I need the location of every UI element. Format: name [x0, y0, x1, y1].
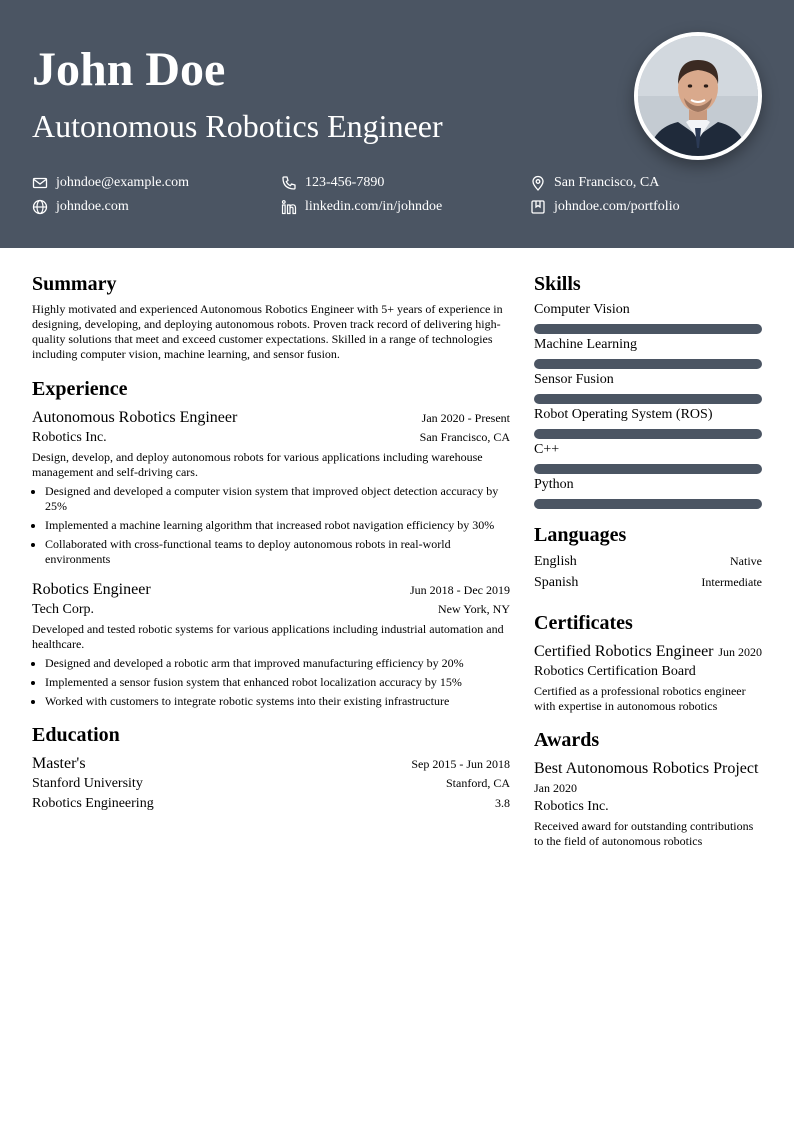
summary-heading: Summary	[32, 273, 117, 295]
contact-text: johndoe.com/portfolio	[554, 199, 680, 214]
skill-item	[534, 441, 762, 474]
languages-heading: Languages	[534, 524, 627, 546]
skill-name: Machine Learning	[534, 337, 638, 352]
job-bullet: • Designed and developed a robotic arm that improved manufacturing efficiency by 20%	[45, 656, 510, 671]
certificate-issuer: Robotics Certification Board	[534, 664, 696, 679]
job-bullet: • Implemented a machine learning algorithm that increased robot navigation efficiency by 30%	[45, 518, 510, 533]
skill-name: Computer Vision	[534, 302, 630, 317]
award-description: Received award for outstanding contributions to the field of autonomous robotics	[534, 819, 754, 848]
contact-portfolio[interactable]	[530, 198, 680, 216]
phone-icon	[281, 175, 297, 191]
skill-level-bar	[534, 394, 762, 404]
certificate-date: Jun 2020	[718, 645, 762, 659]
contact-text: 123-456-7890	[305, 175, 385, 190]
summary-section	[32, 272, 510, 362]
mail-icon	[32, 175, 48, 191]
education-degree: Master's	[32, 755, 86, 772]
resume-header	[0, 0, 794, 248]
side-column	[534, 272, 762, 849]
job-bullet: • Collaborated with cross-functional teams to deploy autonomous robots in real-world environments	[45, 537, 510, 567]
skills-list	[534, 301, 762, 509]
awards-section	[534, 728, 762, 849]
language-name: English	[534, 554, 577, 569]
contact-location	[530, 174, 659, 192]
language-item	[534, 572, 762, 593]
contact-text: San Francisco, CA	[554, 175, 660, 190]
languages-list	[534, 551, 762, 593]
job-entry	[32, 579, 510, 709]
skill-level-bar	[534, 359, 762, 369]
education-gpa: 3.8	[495, 796, 510, 810]
summary-text: Highly motivated and experienced Autonomous Robotics Engineer with 5+ years of experience in designing, developing, and deploying autonomous robots. Proven track record of delivering high-quality solutions that meet and exceed customer expectations. Skilled in a range of technologies including computer vision, machine learning, and sensor fusion.	[32, 302, 503, 361]
job-bullet: • Implemented a sensor fusion system that enhanced robot localization accuracy by 15%	[45, 675, 510, 690]
skill-item	[534, 371, 762, 404]
job-description: Developed and tested robotic systems for various applications including industrial automation and healthcare.	[32, 622, 504, 651]
award-name: Best Autonomous Robotics Project	[534, 760, 759, 777]
language-name: Spanish	[534, 575, 579, 590]
job-bullet: • Worked with customers to integrate robotic systems into their existing infrastructure	[45, 694, 510, 709]
contact-linkedin[interactable]	[281, 198, 442, 216]
skill-name: Sensor Fusion	[534, 372, 614, 387]
skill-name: Python	[534, 477, 574, 492]
languages-section	[534, 523, 762, 593]
skill-level-bar	[534, 464, 762, 474]
skill-item	[534, 301, 762, 334]
job-location: New York, NY	[437, 602, 510, 616]
location-icon	[530, 175, 546, 191]
job-company: Tech Corp.	[32, 602, 95, 617]
job-location: San Francisco, CA	[419, 430, 510, 444]
education-entry	[32, 753, 510, 814]
award-entry	[534, 758, 762, 849]
language-level: Native	[730, 554, 762, 568]
award-issuer: Robotics Inc.	[534, 799, 609, 814]
job-dates: Jun 2018 - Dec 2019	[410, 583, 510, 597]
education-field: Robotics Engineering	[32, 796, 154, 811]
skill-level-bar	[534, 429, 762, 439]
experience-heading: Experience	[32, 378, 128, 400]
contact-text: johndoe@example.com	[56, 175, 190, 190]
job-entry	[32, 407, 510, 567]
education-school: Stanford University	[32, 776, 143, 791]
contact-text: linkedin.com/in/johndoe	[305, 199, 443, 214]
job-dates: Jan 2020 - Present	[421, 411, 510, 425]
job-role: Robotics Engineer	[32, 581, 151, 598]
job-title: Autonomous Robotics Engineer	[32, 108, 443, 144]
education-dates: Sep 2015 - Jun 2018	[411, 757, 510, 771]
skill-level-bar	[534, 324, 762, 334]
language-item	[534, 551, 762, 572]
job-bullet: • Designed and developed a computer vision system that improved object detection accuracy by 25%	[45, 484, 510, 514]
linkedin-icon	[281, 199, 297, 215]
skill-item	[534, 406, 762, 439]
job-bullets	[32, 656, 510, 709]
person-name: John Doe	[32, 43, 226, 96]
job-description: Design, develop, and deploy autonomous robots for various applications including warehouse management and self-driving cars.	[32, 450, 483, 479]
education-location: Stanford, CA	[446, 776, 510, 790]
portfolio-icon	[530, 199, 546, 215]
skill-item	[534, 476, 762, 509]
education-heading: Education	[32, 724, 120, 746]
job-company: Robotics Inc.	[32, 430, 107, 445]
contact-phone[interactable]	[281, 174, 384, 192]
education-section	[32, 723, 510, 814]
certificate-description: Certified as a professional robotics engineer with expertise in autonomous robotics	[534, 684, 746, 713]
job-role: Autonomous Robotics Engineer	[32, 409, 238, 426]
certificate-entry	[534, 641, 762, 714]
certificate-name: Certified Robotics Engineer	[534, 643, 714, 660]
job-bullets	[32, 484, 510, 567]
skill-name: C++	[534, 442, 560, 457]
award-date: Jan 2020	[534, 781, 577, 795]
globe-icon	[32, 199, 48, 215]
contact-website[interactable]	[32, 198, 129, 216]
skill-level-bar	[534, 499, 762, 509]
skills-section	[534, 272, 762, 509]
language-level: Intermediate	[701, 575, 762, 589]
certificates-section	[534, 611, 762, 714]
profile-photo	[634, 32, 762, 160]
main-column	[32, 272, 510, 814]
contact-text: johndoe.com	[56, 199, 129, 214]
skills-heading: Skills	[534, 273, 581, 295]
skill-item	[534, 336, 762, 369]
contact-email[interactable]	[32, 174, 189, 192]
certificates-heading: Certificates	[534, 612, 633, 634]
skill-name: Robot Operating System (ROS)	[534, 407, 713, 422]
awards-heading: Awards	[534, 729, 600, 751]
experience-section	[32, 377, 510, 709]
